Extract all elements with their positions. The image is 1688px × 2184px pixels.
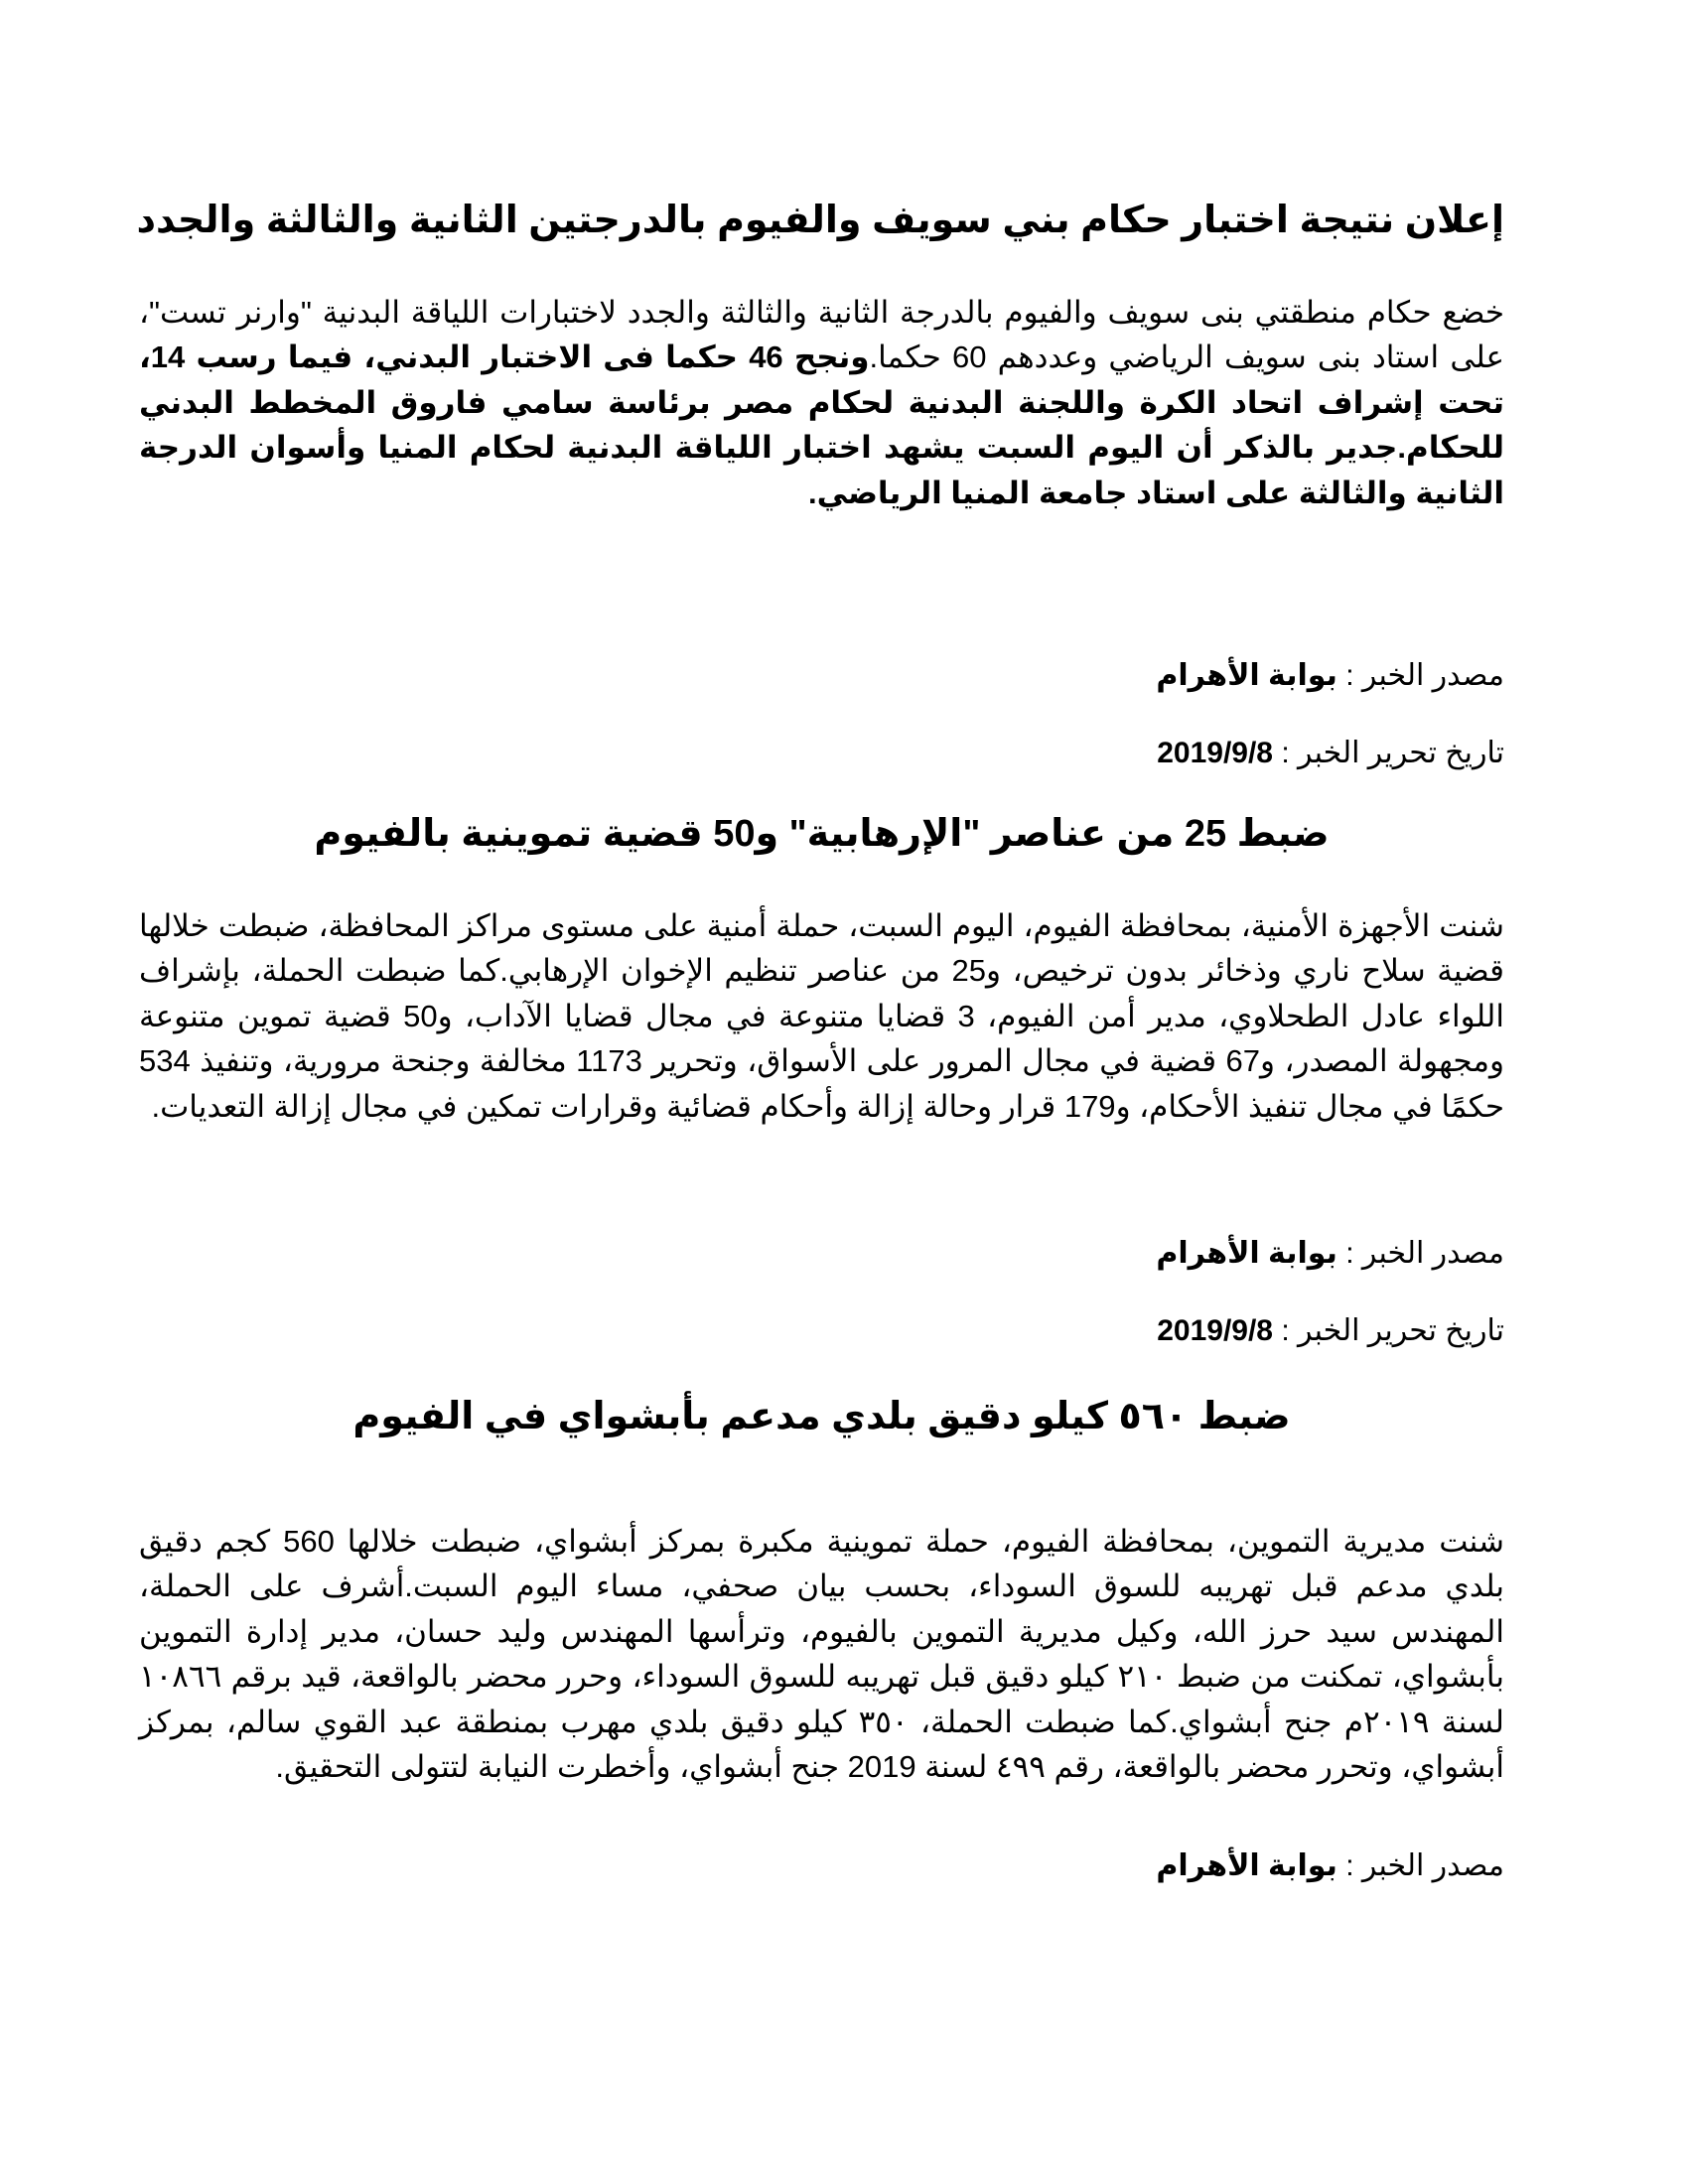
article-2-headline: ضبط 25 من عناصر "الإرهابية" و50 قضية تموينية بالفيوم <box>314 813 1330 855</box>
source-label: مصدر الخبر : <box>1345 659 1504 692</box>
article-1-headline: إعلان نتيجة اختبار حكام بني سويف والفيوم بالدرجتين الثانية والثالثة والجدد <box>136 200 1504 241</box>
date-label: تاريخ تحرير الخبر : <box>1281 1314 1504 1347</box>
article-3-source <box>139 1846 1504 1886</box>
article-1-date <box>139 734 1504 773</box>
date-label: تاريخ تحرير الخبر : <box>1281 737 1504 769</box>
date-value: 2019/9/8 <box>1157 1314 1273 1347</box>
article-1-body <box>139 290 1504 515</box>
source-label: مصدر الخبر : <box>1345 1237 1504 1270</box>
article-3-headline: ضبط ٥٦٠ كيلو دقيق بلدي مدعم بأبشواي في الفيوم <box>352 1396 1291 1437</box>
article-1-source <box>139 656 1504 696</box>
article-2-source <box>139 1234 1504 1274</box>
article-1-body-regular: خضع حكام منطقتي بنى سويف والفيوم بالدرجة الثانية والثالثة والجدد لاختبارات اللياقة البدنية "وارنر تست"، على استاد بنى سويف الرياضي وعددهم 60 حكما. <box>139 295 1504 375</box>
source-label: مصدر الخبر : <box>1345 1849 1504 1882</box>
article-2-date <box>139 1311 1504 1351</box>
document-page <box>136 0 1505 2184</box>
article-1-body-bold: ونجح 46 حكما فى الاختبار البدني، فيما رسب 14، تحت إشراف اتحاد الكرة واللجنة البدنية لحكام مصر برئاسة سامي فاروق المخطط البدني للحكام.جدير بالذكر أن اليوم السبت يشهد اختبار اللياقة البدنية لحكام المنيا وأسوان الدرجة الثانية والثالثة على استاد جامعة المنيا الرياضي. <box>139 340 1504 510</box>
source-value: بوابة الأهرام <box>1156 659 1337 692</box>
article-2-body: شنت الأجهزة الأمنية، بمحافظة الفيوم، اليوم السبت، حملة أمنية على مستوى مراكز المحافظة، ضبطت خلالها قضية سلاح ناري وذخائر بدون ترخيص، و25 من عناصر تنظيم الإخوان الإرهابي.كما ضبطت الحملة، بإشراف اللواء عادل الطحلاوي، مدير أمن الفيوم، 3 قضايا متنوعة في مجال قضايا الآداب، و50 قضية تموين متنوعة ومجهولة المصدر، و67 قضية في مجال المرور على الأسواق، وتحرير 1173 مخالفة وجنحة مرورية، وتنفيذ 534 حكمًا في مجال تنفيذ الأحكام، و179 قرار وحالة إزالة وأحكام قضائية وقرارات تمكين في مجال إزالة التعديات. <box>139 908 1505 1124</box>
article-3-body: شنت مديرية التموين، بمحافظة الفيوم، حملة تموينية مكبرة بمركز أبشواي، ضبطت خلالها 560 كجم دقيق بلدي مدعم قبل تهريبه للسوق السوداء، بحسب بيان صحفي، مساء اليوم السبت.أشرف على الحملة، المهندس سيد حرز الله، وكيل مديرية التموين بالفيوم، وترأسها المهندس وليد حسان، مدير إدارة التموين بأبشواي، تمكنت من ضبط ٢١٠ كيلو دقيق قبل تهريبه للسوق السوداء، وحرر محضر بالواقعة، قيد برقم ١٠٨٦٦ لسنة ٢٠١٩م جنح أبشواي.كما ضبطت الحملة، ٣٥٠ كيلو دقيق بلدي مهرب بمنطقة عبد القوي سالم، بمركز أبشواي، وتحرر محضر بالواقعة، رقم ٤٩٩ لسنة 2019 جنح أبشواي، وأخطرت النيابة لتتولى التحقيق. <box>139 1524 1504 1785</box>
source-value: بوابة الأهرام <box>1156 1849 1337 1882</box>
date-value: 2019/9/8 <box>1157 737 1273 769</box>
source-value: بوابة الأهرام <box>1156 1237 1337 1270</box>
